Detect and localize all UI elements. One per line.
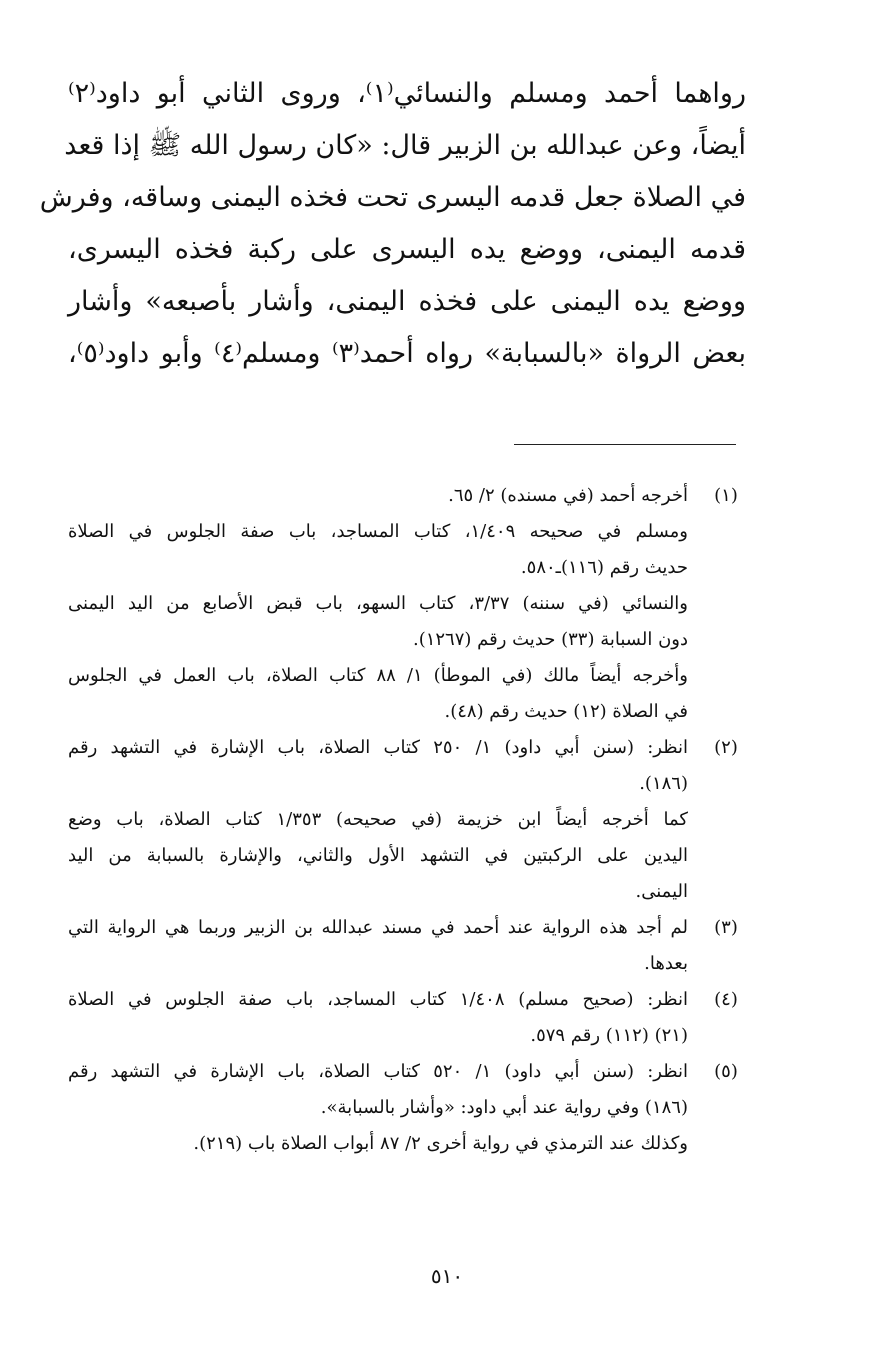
- footnote-line: (١٨٦).: [639, 773, 688, 794]
- main-text-line: في الصلاة جعل قدمه اليسرى تحت فخذه اليمنى وساقه، وفرش: [39, 182, 746, 213]
- footnote-line: دون السبابة (٣٣) حديث رقم (١٢٦٧).: [412, 629, 688, 650]
- footnote-line: والنسائي (في سننه) ٣/٣٧، كتاب السهو، باب قبض الأصابع من اليد اليمنى: [68, 593, 688, 614]
- footnote-line: اليدين على الركبتين في التشهد الأول والثاني، والإشارة بالسبابة من اليد: [68, 845, 688, 866]
- footnote-line: لم أجد هذه الرواية عند أحمد في مسند عبدالله بن الزبير وربما هي الرواية التي: [68, 917, 688, 938]
- footnote-line: اليمنى.: [635, 881, 688, 902]
- footnote-line: وأخرجه أيضاً مالك (في الموطأ) ١/ ٨٨ كتاب الصلاة، باب العمل في الجلوس: [68, 665, 688, 686]
- main-text-line: ووضع يده اليمنى على فخذه اليمنى، وأشار بأصبعه» وأشار: [68, 286, 746, 317]
- footnote-2: [68, 730, 746, 910]
- footnote-line: انظر: (صحيح مسلم) ١/٤٠٨ كتاب المساجد، باب صفة الجلوس في الصلاة: [68, 989, 688, 1010]
- main-text-line: بعض الرواة «بالسبابة» رواه أحمد⁽٣⁾ ومسلم⁽٤⁾ وأبو داود⁽٥⁾،: [68, 338, 746, 369]
- footnote-number: (١): [714, 485, 738, 506]
- footnote-5: [68, 1054, 746, 1162]
- main-text-line: قدمه اليمنى، ووضع يده اليسرى على ركبة فخذه اليسرى،: [68, 234, 746, 265]
- footnote-number: (٣): [714, 917, 738, 938]
- footnote-line: انظر: (سنن أبي داود) ١/ ٢٥٠ كتاب الصلاة، باب الإشارة في التشهد رقم: [68, 737, 688, 758]
- footnote-line: كما أخرجه أيضاً ابن خزيمة (في صحيحه) ١/٣٥٣ كتاب الصلاة، باب وضع: [68, 809, 688, 830]
- main-text-block: [39, 68, 747, 380]
- footnote-line: انظر: (سنن أبي داود) ١/ ٥٢٠ كتاب الصلاة، باب الإشارة في التشهد رقم: [68, 1061, 688, 1082]
- footnote-line: (٢١) (١١٢) رقم ٥٧٩.: [530, 1025, 688, 1046]
- footnote-number: (٢): [714, 737, 738, 758]
- footnotes-block: [68, 478, 746, 1162]
- footnote-line: في الصلاة (١٢) حديث رقم (٤٨).: [444, 701, 688, 722]
- main-text-line: رواهما أحمد ومسلم والنسائي⁽١⁾، وروى الثاني أبو داود⁽٢⁾: [68, 78, 747, 109]
- footnote-line: حديث رقم (١١٦)ـ٥٨٠.: [520, 557, 688, 578]
- footnote-line: وكذلك عند الترمذي في رواية أخرى ٢/ ٨٧ أبواب الصلاة باب (٢١٩).: [193, 1133, 688, 1154]
- main-text-line: أيضاً، وعن عبدالله بن الزبير قال: «كان رسول الله ﷺ إذا قعد: [64, 130, 746, 161]
- footnote-3: [68, 910, 746, 982]
- footnote-number: (٤): [714, 989, 738, 1010]
- footnote-number: (٥): [714, 1061, 738, 1082]
- footnote-separator: [514, 444, 736, 445]
- page-number: ٥١٠: [430, 1264, 464, 1288]
- footnote-line: أخرجه أحمد (في مسنده) ٢/ ٦٥.: [448, 485, 688, 506]
- footnote-line: (١٨٦) وفي رواية عند أبي داود: «وأشار بالسبابة».: [320, 1097, 688, 1118]
- footnote-line: ومسلم في صحيحه ١/٤٠٩، كتاب المساجد، باب صفة الجلوس في الصلاة: [68, 521, 688, 542]
- footnote-line: بعدها.: [644, 953, 688, 974]
- footnote-4: [68, 982, 746, 1054]
- footnote-1: [68, 478, 746, 730]
